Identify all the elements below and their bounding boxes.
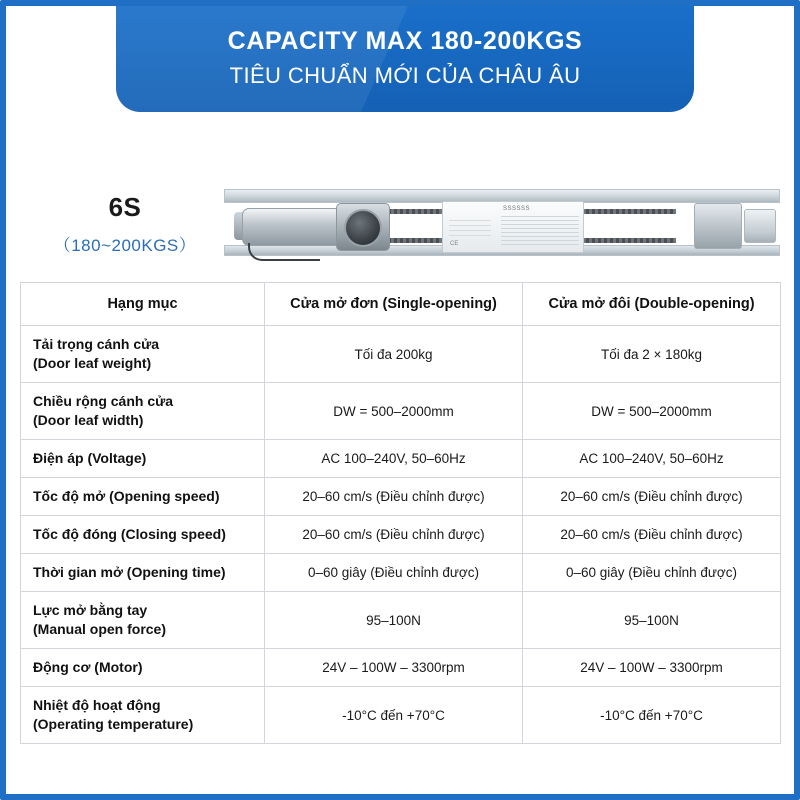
row-value-single: 20–60 cm/s (Điều chỉnh được): [265, 478, 523, 516]
row-value-double: AC 100–240V, 50–60Hz: [523, 440, 781, 478]
row-value-double: 20–60 cm/s (Điều chỉnh được): [523, 516, 781, 554]
row-value-single: 24V – 100W – 3300rpm: [265, 649, 523, 687]
table-row: [21, 326, 781, 383]
model-name: 6S: [108, 192, 142, 222]
row-label-line1: Tốc độ mở (Opening speed): [33, 488, 220, 504]
model-block: [30, 192, 220, 256]
row-label: [21, 649, 265, 687]
row-label-line1: Nhiệt độ hoạt động: [33, 697, 161, 713]
row-value-double: 24V – 100W – 3300rpm: [523, 649, 781, 687]
table-row: [21, 440, 781, 478]
row-label: [21, 478, 265, 516]
product-photo: [224, 183, 780, 275]
row-value-double: Tối đa 2 × 180kg: [523, 326, 781, 383]
table-row: [21, 687, 781, 744]
header-item: Hạng mục: [21, 283, 265, 326]
row-value-single: 0–60 giây (Điều chỉnh được): [265, 554, 523, 592]
row-label: [21, 326, 265, 383]
rail-endcap-icon: [694, 203, 742, 249]
row-label-line2: (Door leaf weight): [33, 355, 152, 371]
header-single-opening: Cửa mở đơn (Single-opening): [265, 283, 523, 326]
controller-spec-text: [501, 216, 579, 248]
row-value-single: -10°C đến +70°C: [265, 687, 523, 744]
row-value-double: 20–60 cm/s (Điều chỉnh được): [523, 478, 781, 516]
row-value-single: 20–60 cm/s (Điều chỉnh được): [265, 516, 523, 554]
controller-logo-icon: [449, 220, 491, 238]
power-cable-icon: [248, 243, 320, 261]
banner-title: CAPACITY MAX 180-200KGS: [227, 27, 583, 55]
table-row: [21, 516, 781, 554]
row-value-single: AC 100–240V, 50–60Hz: [265, 440, 523, 478]
row-label-line1: Tải trọng cánh cửa: [33, 336, 160, 352]
table-row: [21, 649, 781, 687]
table-header-row: [21, 283, 781, 326]
table-row: [21, 383, 781, 440]
banner-subtitle: TIÊU CHUẨN MỚI CỦA CHÂU ÂU: [229, 63, 581, 88]
row-label: [21, 592, 265, 649]
row-value-single: Tối đa 200kg: [265, 326, 523, 383]
table-row: [21, 554, 781, 592]
table-row: [21, 592, 781, 649]
row-value-double: 95–100N: [523, 592, 781, 649]
specification-table: [20, 282, 781, 744]
row-value-double: 0–60 giây (Điều chỉnh được): [523, 554, 781, 592]
row-label: [21, 440, 265, 478]
row-label-line2: (Manual open force): [33, 621, 167, 637]
model-capacity-range: （180~200KGS）: [53, 236, 197, 255]
row-label-line1: Chiều rộng cánh cửa: [33, 393, 174, 409]
table-row: [21, 478, 781, 516]
header-banner: [116, 6, 694, 112]
row-label-line2: (Operating temperature): [33, 716, 194, 732]
row-label: [21, 554, 265, 592]
row-label-line1: Thời gian mở (Opening time): [33, 564, 226, 580]
row-value-single: 95–100N: [265, 592, 523, 649]
pulley-icon: [344, 209, 382, 247]
row-label: [21, 687, 265, 744]
ce-mark-icon: CE: [450, 241, 459, 247]
controller-unit-icon: [442, 201, 584, 253]
row-label-line1: Điện áp (Voltage): [33, 450, 147, 466]
row-label: [21, 516, 265, 554]
motor-icon: [242, 208, 342, 246]
row-value-double: -10°C đến +70°C: [523, 687, 781, 744]
row-value-single: DW = 500–2000mm: [265, 383, 523, 440]
header-double-opening: Cửa mở đôi (Double-opening): [523, 283, 781, 326]
row-label-line2: (Door leaf width): [33, 412, 144, 428]
row-label-line1: Lực mở bằng tay: [33, 602, 148, 618]
row-value-double: DW = 500–2000mm: [523, 383, 781, 440]
row-label: [21, 383, 265, 440]
row-label-line1: Tốc độ đóng (Closing speed): [33, 526, 226, 542]
rail-endcap-secondary-icon: [744, 209, 776, 243]
row-label-line1: Động cơ (Motor): [33, 659, 143, 675]
controller-label: SSSSSS: [503, 206, 531, 212]
